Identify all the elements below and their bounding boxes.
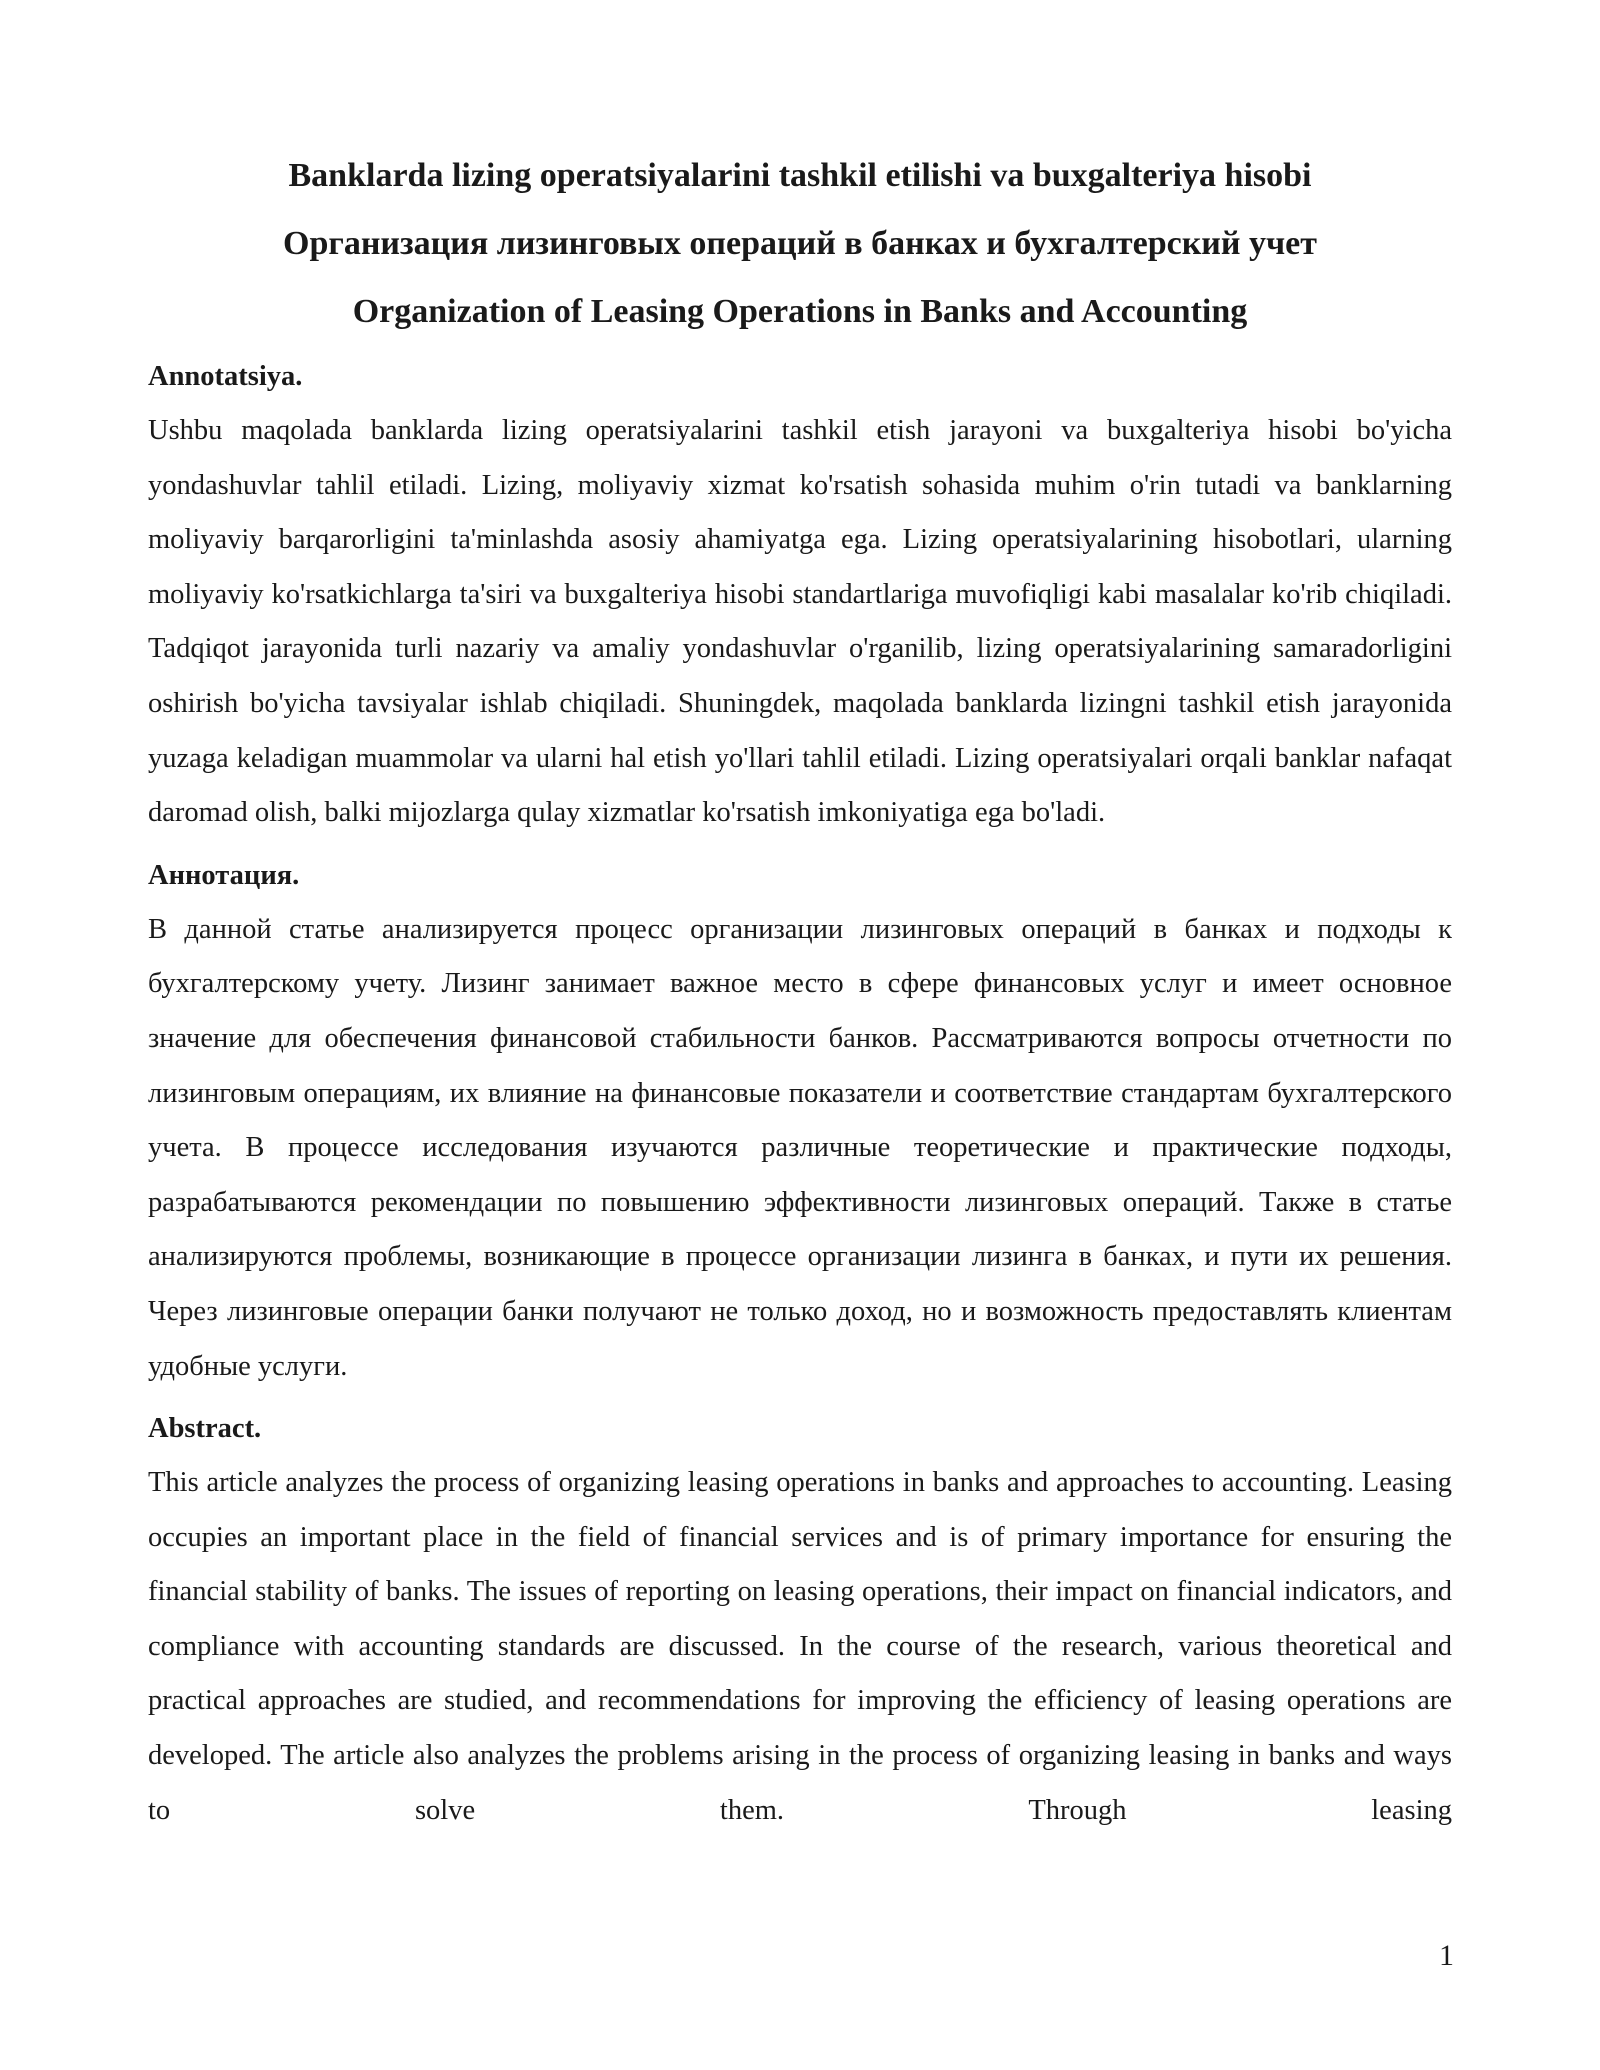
abstract-english-text: This article analyzes the process of organizing leasing operations in banks and approaches to accounting. Leasing occupies an important place in the field of financial services and is of primary importance for ensuring the financial stability of banks. The issues of reporting on leasing operations, their impact on financial indicators, and compliance with accounting standards are discussed. In the course of the research, various theoretical and practical approaches are studied, and recommendations for improving the efficiency of leasing operations are developed. The article also analyzes the problems arising in the process of organizing leasing in banks and ways to solve them. Through leasing <box>148 1467 1452 1826</box>
annotation-uzbek-section <box>148 350 1452 841</box>
title-uzbek: Banklarda lizing operatsiyalarini tashkil etilishi va buxgalteriya hisobi <box>288 157 1312 194</box>
annotation-uzbek-text: Ushbu maqolada banklarda lizing operatsiyalarini tashkil etish jarayoni va buxgalteriya hisobi bo'yicha yondashuvlar tahlil etiladi. Lizing, moliyaviy xizmat ko'rsatish sohasida muhim o'rin tutadi va banklarning moliyaviy barqarorligini ta'minlashda asosiy ahamiyatga ega. Lizing operatsiyalarining hisobotlari, ularning moliyaviy ko'rsatkichlarga ta'siri va buxgalteriya hisobi standartlariga muvofiqligi kabi masalalar ko'rib chiqiladi. Tadqiqot jarayonida turli nazariy va amaliy yondashuvlar o'rganilib, lizing operatsiyalarining samaradorligini oshirish bo'yicha tavsiyalar ishlab chiqiladi. Shuningdek, maqolada banklarda lizingni tashkil etish jarayonida yuzaga keladigan muammolar va ularni hal etish yo'llari tahlil etiladi. Lizing operatsiyalari orqali banklar nafaqat daromad olish, balki mijozlarga qulay xizmatlar ko'rsatish imkoniyatiga ega bo'ladi. <box>148 415 1452 829</box>
title-russian: Организация лизинговых операций в банках и бухгалтерский учет <box>283 225 1317 262</box>
annotation-russian-text: В данной статье анализируется процесс организации лизинговых операций в банках и подходы к бухгалтерскому учету. Лизинг занимает важное место в сфере финансовых услуг и имеет основное значение для обеспечения финансовой стабильности банков. Рассматриваются вопросы отчетности по лизинговым операциям, их влияние на финансовые показатели и соответствие стандартам бухгалтерского учета. В процессе исследования изучаются различные теоретические и практические подходы, разрабатываются рекомендации по повышению эффективности лизинговых операций. Также в статье анализируются проблемы, возникающие в процессе организации лизинга в банках, и пути их решения. Через лизинговые операции банки получают не только доход, но и возможность предоставлять клиентам удобные услуги. <box>148 913 1452 1382</box>
page-number: 1 <box>1439 1939 1454 1972</box>
title-english: Organization of Leasing Operations in Banks and Accounting <box>352 293 1248 330</box>
annotation-uzbek-heading: Annotatsiya. <box>148 361 303 392</box>
abstract-english-section <box>148 1402 1452 1838</box>
abstract-english-heading: Abstract. <box>148 1413 262 1445</box>
annotation-russian-heading: Аннотация. <box>148 859 300 891</box>
paper-page <box>148 142 1452 1838</box>
annotation-russian-section <box>148 849 1452 1394</box>
